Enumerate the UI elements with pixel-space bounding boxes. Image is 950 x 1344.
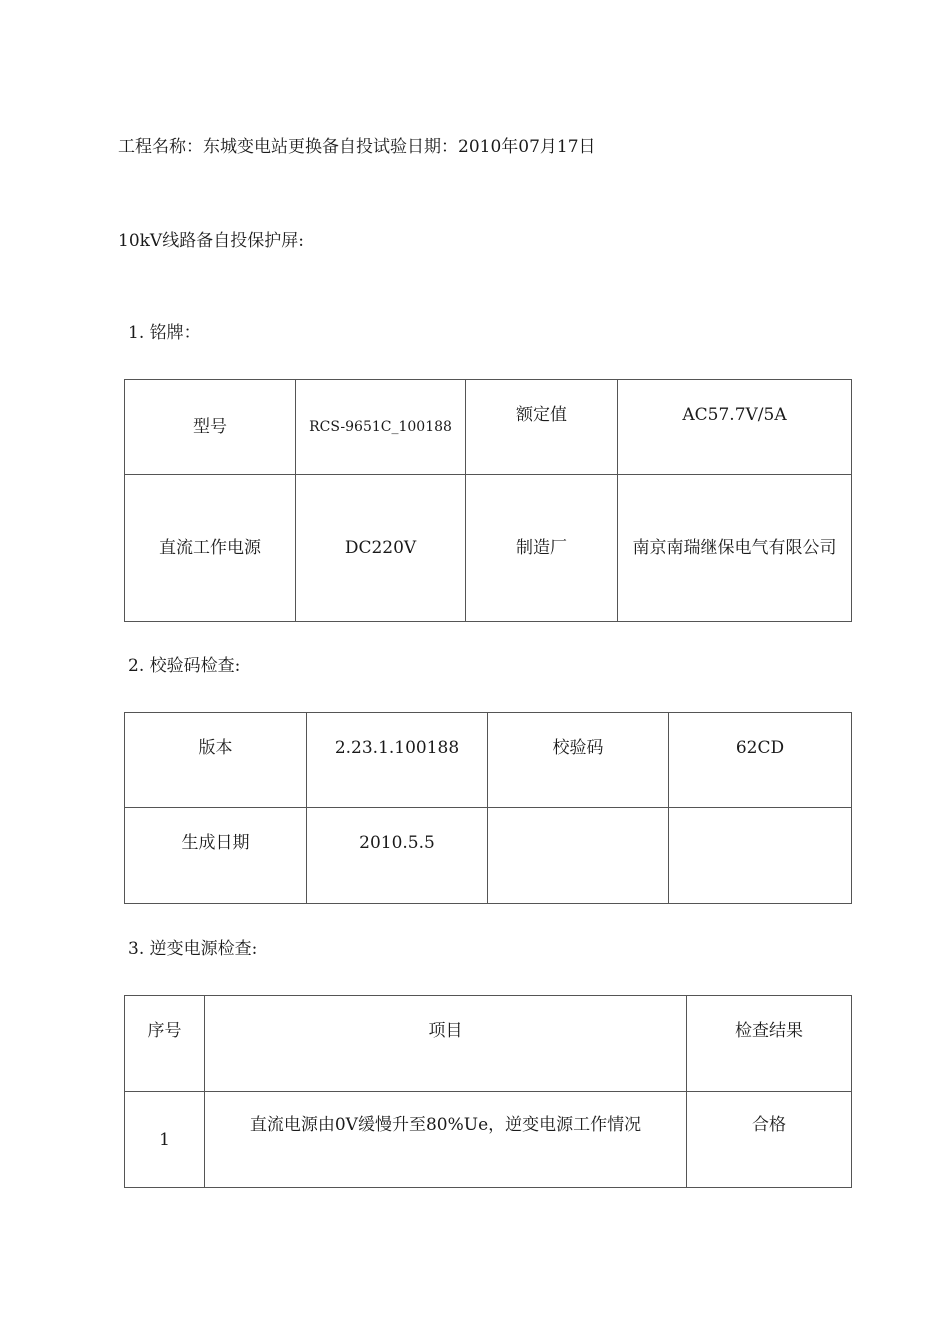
col-header-item: 项目 bbox=[205, 996, 687, 1092]
model-label: 型号 bbox=[125, 380, 296, 475]
model-value: RCS-9651C_100188 bbox=[296, 380, 466, 475]
table-row bbox=[125, 1092, 852, 1188]
version-value: 2.23.1.100188 bbox=[307, 713, 488, 808]
dc-power-value: DC220V bbox=[296, 475, 466, 622]
section2-heading: 2. 校验码检查: bbox=[128, 656, 241, 676]
manufacturer-label: 制造厂 bbox=[466, 475, 618, 622]
inverter-check-table bbox=[124, 995, 852, 1188]
col-header-result: 检查结果 bbox=[687, 996, 852, 1092]
table-row bbox=[125, 713, 852, 808]
manufacturer-value: 南京南瑞继保电气有限公司 bbox=[618, 475, 852, 622]
empty-cell bbox=[488, 808, 669, 904]
dc-power-label: 直流工作电源 bbox=[125, 475, 296, 622]
checksum-label: 校验码 bbox=[488, 713, 669, 808]
version-label: 版本 bbox=[125, 713, 307, 808]
table-header-row bbox=[125, 996, 852, 1092]
checksum-table bbox=[124, 712, 852, 904]
build-date-label: 生成日期 bbox=[125, 808, 307, 904]
table-row bbox=[125, 475, 852, 622]
rated-value: AC57.7V/5A bbox=[618, 380, 852, 475]
build-date-value: 2010.5.5 bbox=[307, 808, 488, 904]
section3-heading: 3. 逆变电源检查: bbox=[128, 939, 258, 959]
rated-value-label: 额定值 bbox=[466, 380, 618, 475]
section1-heading: 1. 铭牌： bbox=[128, 323, 201, 343]
panel-title: 10kV线路备自投保护屏: bbox=[118, 231, 304, 251]
table-row bbox=[125, 808, 852, 904]
col-header-index: 序号 bbox=[125, 996, 205, 1092]
row-item: 直流电源由0V缓慢升至80%Ue，逆变电源工作情况 bbox=[205, 1092, 687, 1188]
empty-cell bbox=[669, 808, 852, 904]
checksum-value: 62CD bbox=[669, 713, 852, 808]
nameplate-table bbox=[124, 379, 852, 622]
table-row bbox=[125, 380, 852, 475]
row-index: 1 bbox=[125, 1092, 205, 1188]
row-result: 合格 bbox=[687, 1092, 852, 1188]
project-info-line: 工程名称：东城变电站更换备自投试验日期：2010年07月17日 bbox=[118, 137, 596, 157]
